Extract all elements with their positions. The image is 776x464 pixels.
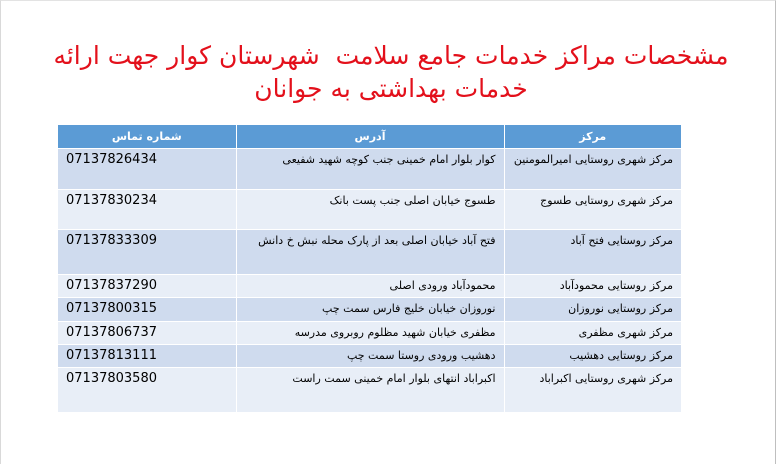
cell-center: مرکز روستایی فتح آباد [504,230,681,275]
cell-phone: 07137837290 [58,275,236,298]
slide-title: مشخصات مراکز خدمات جامع سلامت شهرستان کوار جهت ارائه خدمات بهداشتی به جوانان [45,41,729,103]
table-row [58,368,681,412]
cell-phone: 07137826434 [58,149,236,190]
cell-phone: 07137803580 [58,368,236,412]
cell-phone: 07137830234 [58,190,236,230]
table-row [58,345,681,368]
table-row [58,149,681,190]
cell-address: طسوج خیابان اصلی جنب پست بانک [236,190,504,230]
cell-address: اکبراباد انتهای بلوار امام خمینی سمت راست [236,368,504,412]
table-row [58,275,681,298]
table-row [58,190,681,230]
table-row [58,230,681,275]
table-header-row [58,125,681,149]
cell-address: فتح آباد خیابان اصلی بعد از پارک محله نبش خ دانش [236,230,504,275]
cell-center: مرکز شهری روستایی اکبراباد [504,368,681,412]
cell-address: محمودآباد ورودی اصلی [236,275,504,298]
cell-center: مرکز شهری روستایی طسوج [504,190,681,230]
cell-address: کوار بلوار امام خمینی جنب کوچه شهید شفیعی [236,149,504,190]
cell-phone: 07137813111 [58,345,236,368]
cell-phone: 07137806737 [58,322,236,345]
cell-phone: 07137800315 [58,298,236,322]
cell-address: مظفری خیابان شهید مظلوم روبروی مدرسه [236,322,504,345]
health-centers-table-container [58,125,681,412]
health-centers-table [58,125,681,412]
cell-phone: 07137833309 [58,230,236,275]
header-center: مرکز [504,125,681,149]
cell-center: مرکز روستایی دهشیب [504,345,681,368]
cell-center: مرکز روستایی محمودآباد [504,275,681,298]
cell-address: دهشیب ورودی روستا سمت چپ [236,345,504,368]
table-row [58,322,681,345]
table-row [58,298,681,322]
header-phone: شماره تماس [58,125,236,149]
header-address: آدرس [236,125,504,149]
cell-center: مرکز روستایی نوروزان [504,298,681,322]
cell-address: نوروزان خیابان خلیج فارس سمت چپ [236,298,504,322]
cell-center: مرکز شهری مظفری [504,322,681,345]
cell-center: مرکز شهری روستایی امیرالمومنین [504,149,681,190]
